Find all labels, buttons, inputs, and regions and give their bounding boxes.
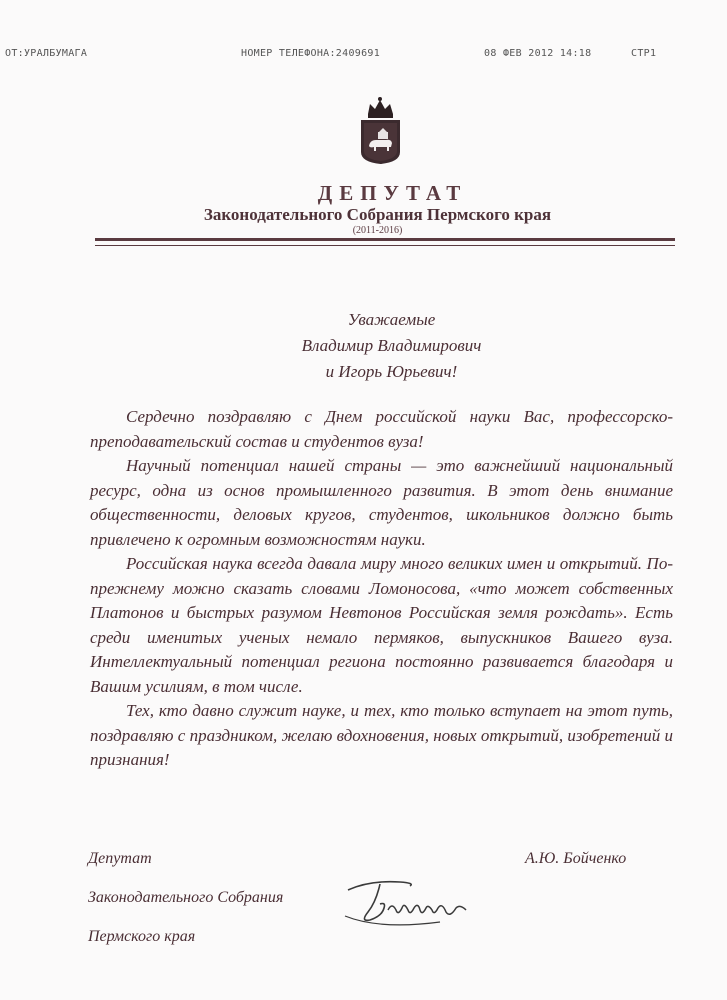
handwritten-signature (340, 872, 480, 932)
letterhead-subtitle: Законодательного Собрания Пермского края (203, 205, 552, 224)
body-paragraph: Сердечно поздравляю с Днем российской науки Вас, профессорско-преподавательский состав и студентов вуза! (90, 407, 673, 451)
salutation-line: и Игорь Юрьевич! (325, 362, 458, 381)
salutation-line: Владимир Владимирович (301, 336, 482, 355)
signatory-name: А.Ю. Бойченко (525, 850, 627, 867)
letterhead-title: ДЕПУТАТ (317, 181, 468, 205)
fax-sender: ОТ:УРАЛБУМАГА (5, 48, 88, 59)
letterhead-term: (2011-2016) (352, 225, 403, 236)
signatory-title-line: Законодательного Собрания (88, 889, 284, 906)
body-paragraph: Научный потенциал нашей страны — это важнейший национальный ресурс, одна из основ промышленного развития. В этот день внимание общественности, деловых кругов, студентов, школьников должно быть привлечено к огромным возможностям науки. (90, 456, 673, 549)
letterhead-divider-thin (95, 245, 675, 246)
body-paragraph: Тех, кто давно служит науке, и тех, кто только вступает на этот путь, поздравляю с праздником, желаю вдохновения, новых открытий, изобретений и признания! (90, 701, 673, 769)
letterhead-divider-thick (95, 238, 675, 241)
signatory-title-line: Депутат (88, 850, 152, 867)
fax-datetime: 08 ФЕВ 2012 14:18 (484, 48, 592, 59)
fax-header (0, 48, 727, 64)
salutation (0, 307, 727, 385)
body-paragraph: Российская наука всегда давала миру много великих имен и открытий. По-прежнему можно сказать словами Ломоносова, «что может собственных Платонов и быстрых разумом Невтонов Российская земля рождать». Есть среди именитых ученых немало пермяков, выпускников Вашего вуза. Интеллектуальный потенциал региона постоянно развивается благодаря и Вашим усилиям, в том числе. (90, 554, 673, 696)
signatory-title-line: Пермского края (88, 928, 196, 945)
letter-body (90, 405, 673, 773)
salutation-line: Уважаемые (347, 310, 436, 329)
perm-krai-coat-of-arms-icon (358, 94, 403, 166)
fax-page-number: СТР1 (631, 48, 657, 59)
fax-phone-number: НОМЕР ТЕЛЕФОНА:2409691 (241, 48, 381, 59)
